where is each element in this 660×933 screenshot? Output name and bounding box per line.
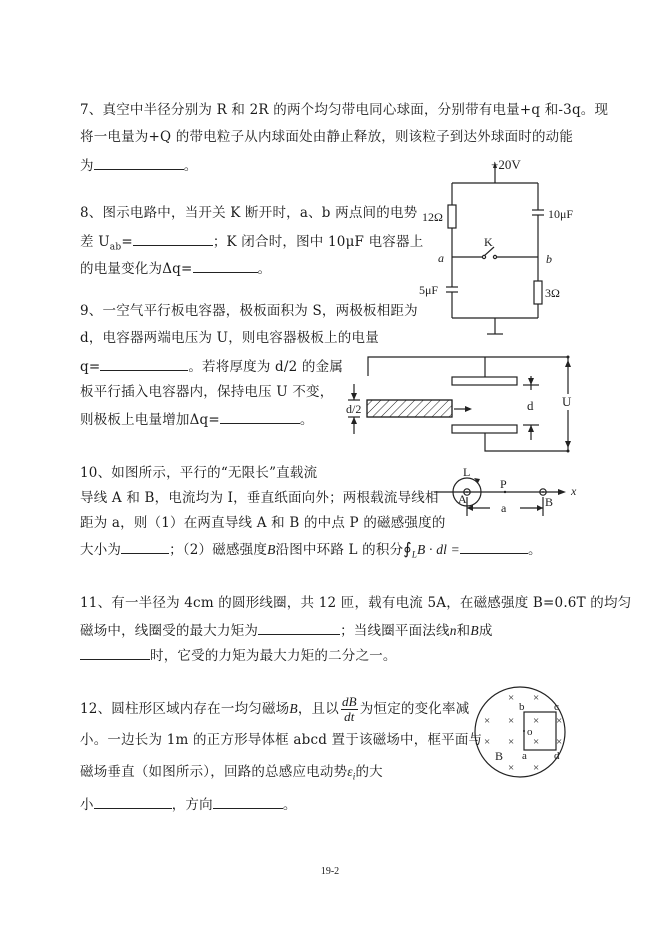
- field-cross: ×: [533, 692, 540, 704]
- q11-normal-vector: n: [449, 623, 457, 638]
- field-cross: ×: [484, 736, 491, 748]
- q9-line3-prefix: q=: [80, 359, 101, 375]
- q11-line2-suffix: 成: [478, 623, 493, 639]
- node-b-label: b: [546, 252, 552, 266]
- supply-label: +20V: [491, 157, 521, 172]
- q8-line3-suffix: 。: [257, 261, 272, 277]
- loop-label: L: [463, 465, 471, 479]
- field-cross: ×: [508, 692, 515, 704]
- gap-label: d: [527, 398, 534, 413]
- q9-line1: 9、一空气平行板电容器，极板面积为 S，两极板相距为: [80, 303, 418, 319]
- integral-subscript: L: [411, 549, 418, 560]
- field-cross: ×: [556, 715, 563, 727]
- q8-line1: 8、图示电路中，当开关 K 断开时，a、b 两点间的电势: [80, 205, 418, 221]
- field-cross: ×: [533, 736, 540, 748]
- q8-line3-prefix: 的电量变化为Δq=: [80, 261, 193, 277]
- q10-line4-suffix: 。: [528, 542, 542, 558]
- q12-line4-mid: ，方向: [171, 797, 213, 813]
- q12-line1-prefix: 12、圆柱形区域内存在一均匀磁场: [80, 701, 290, 717]
- wire-a-label: A: [458, 492, 467, 506]
- q8-subscript: ab: [109, 242, 122, 253]
- axis-label: x: [571, 484, 577, 498]
- r1-label: 12Ω: [422, 210, 443, 224]
- center-o: o: [527, 726, 533, 738]
- fraction-denominator: dt: [344, 709, 355, 724]
- corner-b: b: [519, 701, 525, 713]
- q7-prefix: 为: [80, 158, 94, 174]
- q10-line2: 导线 A 和 B，电流均为 I，垂直纸面向外；两根载流导线相: [80, 490, 439, 506]
- q12-vector-b: B: [289, 701, 298, 716]
- q9-line2: d，电容器两端电压为 U，则电容器极板上的电量: [80, 330, 379, 346]
- midpoint-label: P: [500, 477, 507, 491]
- q12-emf-symbol: ε: [347, 764, 353, 779]
- r2-label: 3Ω: [545, 286, 560, 300]
- field-cross: ×: [556, 736, 563, 748]
- q9-line5-suffix: 。: [299, 412, 314, 428]
- contour-integral-symbol: ∮: [403, 539, 412, 558]
- q12-line1-mid: ，且以: [297, 701, 339, 717]
- field-cross: ×: [508, 715, 515, 727]
- c1-label: 10μF: [548, 207, 574, 221]
- corner-a: a: [522, 750, 527, 762]
- q10-line4-mid: ；（2）磁感强度: [169, 542, 268, 558]
- q10-line4-prefix: 大小为: [80, 542, 122, 558]
- q11-line3-suffix: 时，它受的力矩为最大力矩的二分之一。: [150, 648, 397, 664]
- fraction-numerator: dB: [341, 694, 357, 709]
- q7-line1: 7、真空中半径分别为 R 和 2R 的两个均匀带电同心球面，分别带有电量+q 和-3q。现: [80, 102, 609, 118]
- field-cross: ×: [533, 715, 540, 727]
- q9-line4: 板平行插入电容器内，保持电压 U 不变，: [80, 384, 334, 400]
- q10-line3: 距为 a，则（1）在两直导线 A 和 B 的中点 P 的磁感强度的: [80, 515, 446, 531]
- q8-equals: =: [121, 234, 133, 250]
- q11-line2-prefix: 磁场中，线圈受的最大力矩为: [80, 623, 259, 639]
- q12-line4-suffix: 。: [282, 797, 297, 813]
- q7-line2: 将一电量为+Q 的带电粒子从内球面处由静止释放，则该粒子到达外球面时的动能: [80, 129, 574, 145]
- node-a-label: a: [438, 251, 444, 265]
- q11-line2-mid: ；当线圈平面法线: [340, 623, 450, 639]
- corner-c: c: [554, 701, 559, 713]
- q10-integral-expression: B · dl =: [417, 542, 460, 557]
- q9-line5-prefix: 则极板上电量增加Δq=: [80, 412, 220, 428]
- field-label: B: [495, 749, 504, 763]
- field-cross: ×: [508, 762, 515, 774]
- q12-emf-subscript: i: [352, 771, 356, 782]
- q12-line3-prefix: 磁场垂直（如图所示），回路的总感应电动势: [80, 764, 348, 780]
- corner-d: d: [554, 750, 560, 762]
- c2-label: 5μF: [419, 283, 439, 297]
- field-cross: ×: [533, 762, 540, 774]
- wire-b-label: B: [545, 495, 554, 509]
- q7-suffix: 。: [183, 158, 198, 174]
- q10-line4-mid2: 沿图中环路 L 的积分: [275, 542, 404, 558]
- voltage-label: U: [562, 394, 572, 409]
- q12-line3-suffix: 的大: [355, 764, 383, 780]
- q9-line3-suffix: 。若将厚度为 d/2 的金属: [188, 359, 344, 375]
- q12-line2: 小。一边长为 1m 的正方形导体框 abcd 置于该磁场中，框平面与: [80, 732, 483, 748]
- q12-line1-suffix: 为恒定的变化率减: [359, 701, 470, 717]
- q8-line2-suffix: ；K 闭合时，图中 10μF 电容器上: [212, 234, 424, 250]
- switch-label: K: [484, 235, 493, 249]
- q8-label: 差 U: [80, 234, 110, 250]
- q11-vector-b: B: [470, 623, 479, 638]
- q10-vector-b: B: [267, 542, 276, 557]
- field-cross: ×: [508, 736, 515, 748]
- q11-line1: 11、有一半径为 4cm 的圆形线圈，共 12 匝，载有电流 5A，在磁感强度 B=0.6T 的均匀: [80, 595, 632, 611]
- page-number: 19-2: [320, 866, 340, 877]
- q11-and: 和: [456, 623, 471, 639]
- q12-line4-prefix: 小: [80, 797, 94, 813]
- slab-label: d/2: [346, 402, 362, 416]
- q10-line1: 10、如图所示，平行的“无限长”直载流: [80, 465, 318, 481]
- distance-label: a: [501, 501, 507, 515]
- field-cross: ×: [484, 715, 491, 727]
